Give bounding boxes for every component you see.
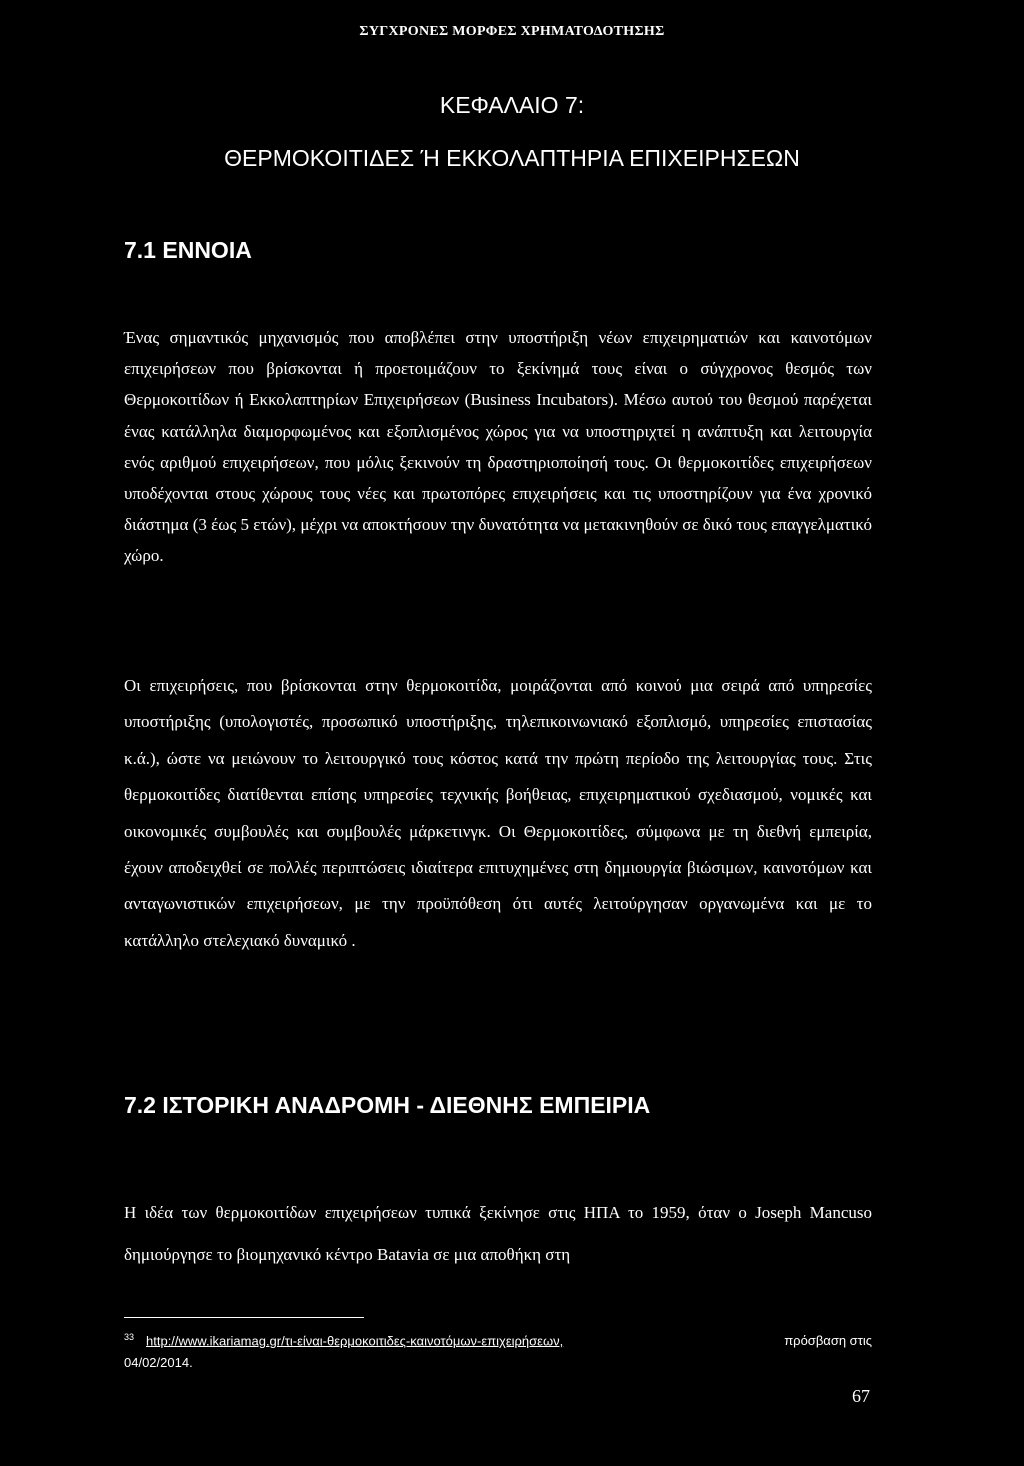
section-heading-7-1: 7.1 ΕΝΝΟΙΑ: [124, 237, 252, 263]
footnote-access-label: πρόσβαση στις: [784, 1333, 872, 1349]
chapter-title: ΘΕΡΜΟΚΟΙΤΙΔΕΣ Ή ΕΚΚΟΛΑΠΤΗΡΙΑ ΕΠΙΧΕΙΡΗΣΕΩΝ: [224, 145, 800, 171]
footnote-access-date: 04/02/2014.: [124, 1355, 193, 1371]
chapter-number: ΚΕΦΑΛΑΙΟ 7:: [439, 92, 585, 118]
footnote-link[interactable]: http://www.ikariamag.gr/τι-είναι-θερμοκοιτιδες-καινοτόμων-επιχειρήσεων,: [146, 1333, 564, 1349]
footnote-marker: 33: [124, 1332, 135, 1342]
body-paragraph: Η ιδέα των θερμοκοιτίδων επιχειρήσεων τυπικά ξεκίνησε στις ΗΠΑ το 1959, όταν ο Joseph Mancuso δημιούργησε το βιομηχανικό κέντρο Batavia σε μια αποθήκη στη: [124, 1203, 872, 1264]
running-header: ΣΥΓΧΡΟΝΕΣ ΜΟΡΦΕΣ ΧΡΗΜΑΤΟΔΟΤΗΣΗΣ: [359, 24, 665, 39]
body-paragraph: Ένας σημαντικός μηχανισμός που αποβλέπει στην υποστήριξη νέων επιχειρηματιών και καινοτόμων επιχειρήσεων που βρίσκονται ή προετοιμάζουν το ξεκίνημά τους είναι ο σύγχρονος θεσμός των Θερμοκοιτίδων ή Εκκολαπτηρίων Επιχειρήσεων (Business Incubators). Μέσω αυτού του θεσμού παρέχεται ένας κατάλληλα διαμορφωμένος και εξοπλισμένος χώρος για να υποστηριχτεί η ανάπτυξη και λειτουργία ενός αριθμού επιχειρήσεων, που μόλις ξεκινούν τη δραστηριοποίησή τους. Οι θερμοκοιτίδες επιχειρήσεων υποδέχονται στους χώρους τους νέες και πρωτοπόρες επιχειρήσεις και τις υποστηρίζουν για ένα χρονικό διάστημα (3 έως 5 ετών), μέχρι να αποκτήσουν την δυνατότητα να μετακινηθούν σε δικό τους επαγγελματικό χώρο.: [124, 328, 872, 566]
footnote: [124, 1326, 872, 1374]
body-paragraph: Οι επιχειρήσεις, που βρίσκονται στην θερμοκοιτίδα, μοιράζονται από κοινού μια σειρά από υπηρεσίες υποστήριξης (υπολογιστές, προσωπικό υποστήριξης, τηλεπικοινωνιακό εξοπλισμό, υπηρεσίες επιστασίας κ.ά.), ώστε να μειώνουν το λειτουργικό τους κόστος κατά την πρώτη περίοδο της λειτουργίας τους. Στις θερμοκοιτίδες διατίθενται επίσης υπηρεσίες τεχνικής βοήθειας, επιχειρηματικού σχεδιασμού, νομικές και οικονομικές συμβουλές και συμβουλές μάρκετινγκ. Οι Θερμοκοιτίδες, σύμφωνα με τη διεθνή εμπειρία, έχουν αποδειχθεί σε πολλές περιπτώσεις ιδιαίτερα επιτυχημένες στη δημιουργία βιώσιμων, καινοτόμων και ανταγωνιστικών επιχειρήσεων, με την προϋπόθεση ότι αυτές λειτούργησαν οργανωμένα και με το κατάλληλο στελεχιακό δυναμικό .: [124, 676, 872, 950]
footnote-divider: [124, 1317, 364, 1318]
page-number: 67: [852, 1386, 870, 1406]
section-heading-7-2: 7.2 ΙΣΤΟΡΙΚΗ ΑΝΑΔΡΟΜΗ - ΔΙΕΘΝΗΣ ΕΜΠΕΙΡΙΑ: [124, 1092, 651, 1118]
